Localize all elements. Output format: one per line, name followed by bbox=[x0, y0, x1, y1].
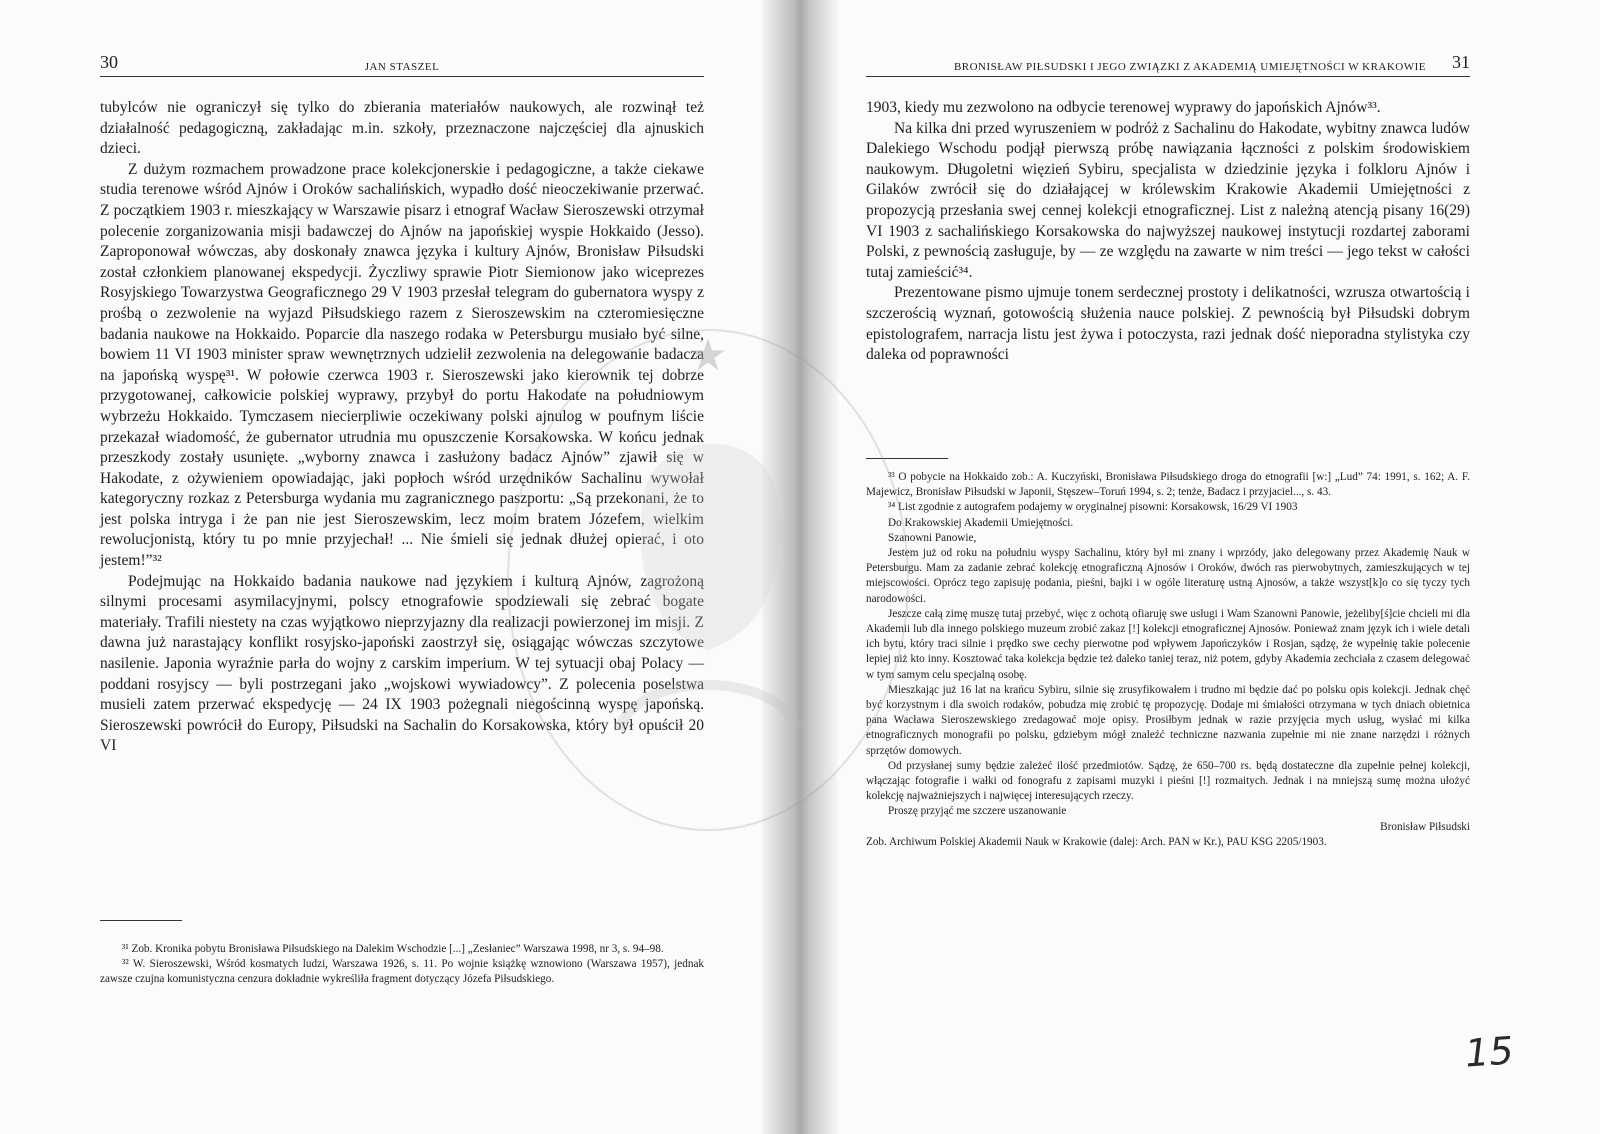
left-running-title: JAN STASZEL bbox=[364, 61, 440, 73]
right-paragraph: 1903, kiedy mu zezwolono na odbycie terenowej wyprawy do japońskich Ajnów³³. bbox=[866, 99, 1381, 116]
letter-salutation: Szanowni Panowie, bbox=[888, 531, 977, 544]
left-paragraph: Z dużym rozmachem prowadzone prace kolekcjonerskie i pedagogiczne, a także ciekawe studia terenowe wśród Ajnów i Oroków sachalińskich, wypadło dość nieoczekiwanie przerwać. Z początkiem 1903 r. mieszkający w Warszawie pisarz i etnograf Wacław Sieroszewski otrzymał polecenie zorganizowania misji badawczej do Ajnów na japońskiej wyspie Hokkaido (Jesso). Zaproponował wówczas, aby doskonały znawca języka i kultury Ajnów, Bronisław Piłsudski został członkiem planowanej ekspedycji. Życzliwy sprawie Piotr Siemionow jako wiceprezes Rosyjskiego Towarzystwa Geograficznego 29 V 1903 przesłał telegram do gubernatora wyspy z prośbą o zezwolenie na wyjazd Piłsudskiego razem z Sieroszewskim na czteromiesięczne badania naukowe na Hokkaido. Poparcie dla naszego rodaka w Petersburgu musiało być silne, bowiem 11 VI 1903 minister spraw wewnętrznych udzielił zezwolenia na delegowanie badacza na japońską wyspę³¹. W połowie czerwca 1903 r. Sieroszewski jako kierownik tej dobrze przygotowanej, całkowicie polskiej wyprawy, przybył do portu Hakodate na południowym wybrzeżu Hokkaido. Tymczasem niecierpliwie oczekiwany polski ajnulog w poufnym liście przekazał wiadomość, że gubernator utrudnia mu opuszczenie Korsakowska. W końcu jednak przeszkody zostały usunięte. „wyborny znawca i zasłużony badacz Ajnów” zjawił się w Hakodate, z ożywieniem opowiadając, jaki popłoch wśród urzędników Sachalinu wywołał kategoryczny rozkaz z Petersburga wydania mu zagranicznego paszportu: „Są przekonani, że to jest polska intryga i że pan nie jest Sieroszewskim, lecz moim bratem Józefem, wielkim rewolucjonistą, który tu po mnie przyjechał! ... Nie śmieli się jednak dłużej opierać, i oto jestem!”³² bbox=[100, 160, 704, 570]
footnote-32: ³² W. Sieroszewski, Wśród kosmatych ludzi, Warszawa 1926, s. 11. Po wojnie książkę wznowiono (Warszawa 1957), jednak zawsze czujna komunistyczna cenzura dokładnie wykreśliła fragment dotyczący Józefa Piłsudskiego. bbox=[100, 958, 704, 986]
letter-signature: Bronisław Piłsudski bbox=[1380, 820, 1470, 833]
letter-paragraph: Jestem już od roku na południu wyspy Sachalinu, który był mi znany i wprzódy, jako delegowany przez Akademię Nauk w Petersburgu. Mam za zadanie zebrać kolekcję etnograficzną Ajnosów i Oroków, dwóch ras pierwobytnych, zamieszkujących w tej miejscowości. Oprócz tego zapisuję podania, pieśni, bajki i w ogóle literaturę ustną Ajnosów, a także wszyst[k]o co się tyczy tych narodowości. bbox=[866, 547, 1470, 605]
left-footnotes bbox=[100, 942, 704, 988]
right-footnotes bbox=[866, 470, 1470, 850]
left-body-text bbox=[100, 98, 704, 757]
right-running-head bbox=[866, 52, 1470, 77]
left-paragraph: tubylców nie ograniczył się tylko do zbierania materiałów naukowych, ale rozwinął też działalność pedagogiczną, zakładając m.in. szkoły, przeznaczone najczęściej dla ajnuskich dzieci. bbox=[100, 99, 704, 158]
handwritten-page-number: 15 bbox=[1463, 1028, 1515, 1076]
left-paragraph: Podejmując na Hokkaido badania naukowe nad językiem i kulturą Ajnów, zagrożoną silnymi procesami asymilacyjnymi, polscy etnografowie spodziewali się zebrać bogate materiały. Trafili niestety na czas wyjątkowo nieprzyjazny dla realizacji powierzonej im misji. Z dawna już narastający konflikt rosyjsko-japoński zaostrzył się, osiągając wówczas szczytowe nasilenie. Japonia wyraźnie parła do wojny z carskim imperium. W tej sytuacji obaj Polacy — poddani rosyjscy — byli postrzegani jako „wojskowi wywiadowcy”. Z polecenia poselstwa musieli zatem przerwać ekspedycję — 24 IX 1903 pożegnali niegościnną wyspę japońską. Sieroszewski powrócił do Europy, Piłsudski na Sachalin do Korsakowska, który był opuścił 20 VI bbox=[100, 572, 704, 755]
letter-paragraph: Jeszcze całą zimę muszę tutaj przebyć, więc z ochotą ofiaruję swe usługi i Wam Szanowni Panowie, jeżeliby[ś]cie chcieli mi dla Akademii lub dla innego polskiego muzeum zrobić zakaz [!] kolekcji etnograficznej Ajnosów. Ponieważ znam język ich i wiele detali ich bytu, który traci silnie i prędko swe cechy pierwotne pod wpływem Japończyków i Rosjan, sądzę, że wypełnię takie polecenie lepiej niż kto inny. Kosztować taka kolekcja będzie też daleko taniej teraz, niż potem, gdyby Akademia zechciała z czasem delegować w tym samym celu specjalną osobę. bbox=[866, 607, 1470, 681]
right-page bbox=[838, 0, 1600, 1134]
right-paragraph: Prezentowane pismo ujmuje tonem serdecznej prostoty i delikatności, wzrusza otwartością i szczerością wyznań, gotowością służenia nauce polskiej. Z pewnością był Piłsudski dobrym epistolografem, narracja listu jest żywa i potoczysta, razi jednak dość nieporadna stylistyka czy daleka od poprawności bbox=[866, 284, 1470, 364]
letter-paragraph: Mieszkając już 16 lat na krańcu Sybiru, silnie się zrusyfikowałem i trudno mi będzie dać po polsku opis kolekcji. Jednak chęć być korzystnym i dla swoich rodaków, pobudza mię zrobić tę propozycję. Dodaje mi śmiałości otrzymana w tych dniach obietnica pana Wacława Sieroszewskiego zredagować moje opisy. Prosiłbym jednak w razie przyjęcia mych usług, wysłać mi kilka etnograficznych monografii po polsku, gdziebym mógł znaleźć techniczne nazwania zupełnie mi nie znane narzędzi i różnych sprzętów domowych. bbox=[866, 683, 1470, 757]
left-footnote-rule bbox=[100, 920, 182, 921]
right-body-text bbox=[866, 98, 1470, 366]
left-page bbox=[0, 0, 762, 1134]
left-running-head bbox=[100, 52, 704, 77]
footnote-33: ³³ O pobycie na Hokkaido zob.: A. Kuczyński, Bronisława Piłsudskiego droga do etnografii [w:] „Lud” 74: 1991, s. 162; A. F. Majewicz, Bronisław Piłsudski w Japonii, Stęszew–Toruń 1994, s. 2; tenże, Badacz i przyjaciel..., s. 43. bbox=[866, 471, 1470, 499]
letter-addressee: Do Krakowskiej Akademii Umiejętności. bbox=[888, 516, 1074, 529]
letter-closing: Proszę przyjąć me szczere uszanowanie bbox=[888, 805, 1067, 818]
footnote-34: ³⁴ List zgodnie z autografem podajemy w oryginalnej pisowni: Korsakowsk, 16/29 VI 1903 bbox=[888, 501, 1298, 514]
right-footnote-rule bbox=[866, 458, 948, 459]
footnote-31: ³¹ Zob. Kronika pobytu Bronisława Piłsudskiego na Dalekim Wschodzie [...] „Zesłaniec” Warszawa 1998, nr 3, s. 94–98. bbox=[122, 943, 664, 955]
right-running-title: BRONISŁAW PIŁSUDSKI I JEGO ZWIĄZKI Z AKADEMIĄ UMIEJĘTNOŚCI W KRAKOWIE bbox=[953, 61, 1426, 73]
archive-reference: Zob. Archiwum Polskiej Akademii Nauk w Krakowie (dalej: Arch. PAN w Kr.), PAU KSG 2205/1903. bbox=[866, 835, 1327, 848]
book-gutter bbox=[762, 0, 838, 1134]
right-paragraph: Na kilka dni przed wyruszeniem w podróż z Sachalinu do Hakodate, wybitny znawca ludów Dalekiego Wschodu podjął pierwszą próbę nawiązania łączności z polskim środowiskiem naukowym. Długoletni więzień Sybiru, specjalista w dziedzinie języka i folkloru Ajnów i Gilaków zwrócił się do działającej w królewskim Krakowie Akademii Umiejętności z propozycją przesłania swej cennej kolekcji etnograficznej. List z należną atencją pisany 16(29) VI 1903 z sachalińskiego Korsakowska do najwyższej naukowej instytucji rozdartej zaborami Polski, z pewnością zasługuje, by — ze względu na zawarte w nim treści — jego tekst w całości tutaj zamieścić³⁴. bbox=[866, 119, 1470, 281]
letter-paragraph: Od przysłanej sumy będzie zależeć ilość przedmiotów. Sądzę, że 650–700 rs. będą dostateczne dla zupełnie pełnej kolekcji, włączając fotografie i wałki od fonografu z zapisami muzyki i pieśni [!] rozmaitych. Jednak i na mniejszą sumę można ułożyć kolekcję najważniejszych i najwięcej interesujących rzeczy. bbox=[866, 759, 1470, 803]
watermark-lettering: ★ bbox=[688, 330, 728, 381]
right-page-number: 31 bbox=[1452, 52, 1470, 72]
left-page-number: 30 bbox=[100, 52, 118, 72]
